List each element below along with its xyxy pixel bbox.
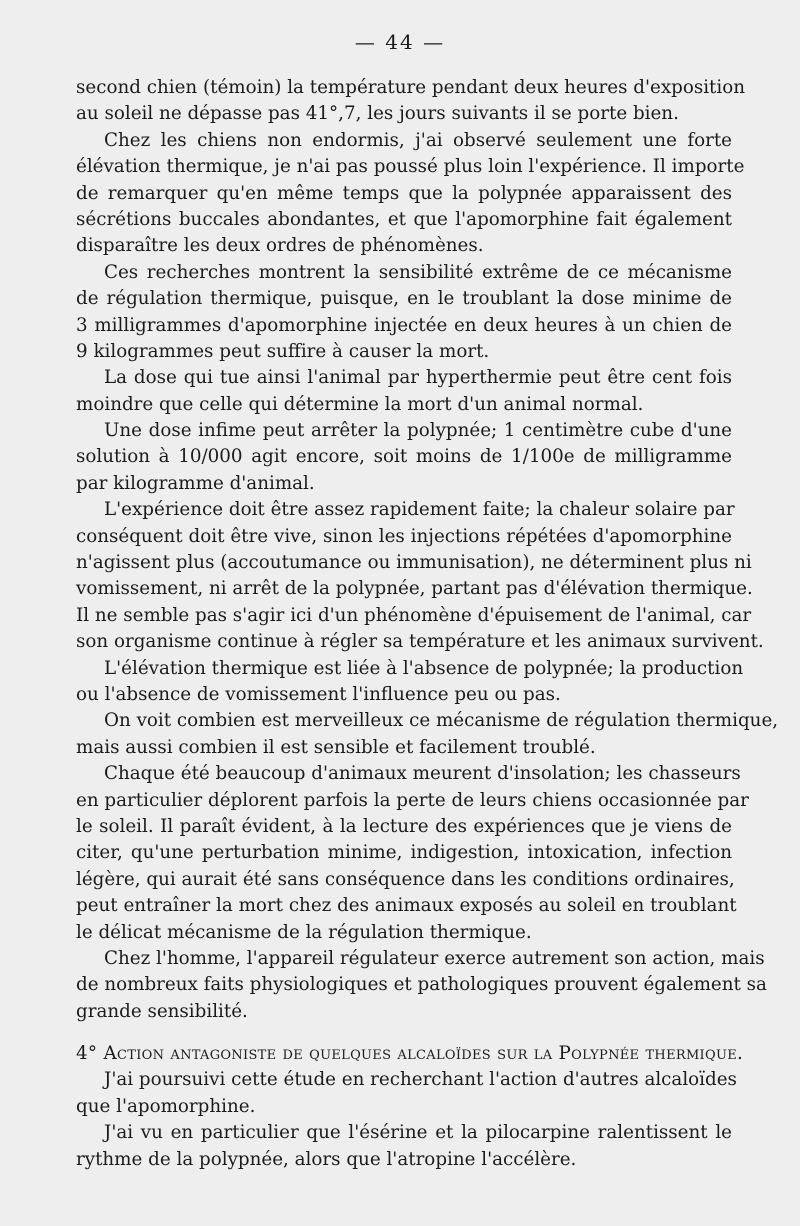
text-line: que l'apomorphine. [76, 1095, 256, 1117]
section-heading: 4° Action antagoniste de quelques alcaloïdes sur la Polypnée thermique. [76, 1043, 744, 1065]
text-line: mais aussi combien il est sensible et facilement troublé. [76, 736, 596, 758]
text-line: rythme de la polypnée, alors que l'atropine l'accélère. [76, 1148, 577, 1170]
paragraph [76, 497, 764, 655]
text-line: 3 milligrammes d'apomorphine injectée en deux heures à un chien de [76, 314, 732, 336]
text-line: conséquent doit être vive, sinon les injections répétées d'apomorphine [76, 525, 732, 547]
text-line: sécrétions buccales abondantes, et que l'apomorphine fait également [76, 208, 732, 230]
text-line: disparaître les deux ordres de phénomènes. [76, 235, 484, 257]
text-line: L'expérience doit être assez rapidement faite; la chaleur solaire par [104, 499, 735, 521]
paragraph [76, 1067, 737, 1120]
text-line: de régulation thermique, puisque, en le troublant la dose minime de [76, 288, 732, 310]
text-line: son organisme continue à régler sa température et les animaux survivent. [76, 631, 764, 653]
text-line: Chez les chiens non endormis, j'ai observé seulement une forte [104, 129, 732, 151]
text-line: Ces recherches montrent la sensibilité extrême de ce mécanisme [104, 261, 732, 283]
text-line: Chez l'homme, l'appareil régulateur exerce autrement son action, mais [104, 947, 765, 969]
text-line: n'agissent plus (accoutumance ou immunisation), ne déterminent plus ni [76, 552, 752, 574]
text-line: peut entraîner la mort chez des animaux exposés au soleil en troublant [76, 895, 737, 917]
text-line: le délicat mécanisme de la régulation thermique. [76, 921, 532, 943]
text-line: J'ai vu en particulier que l'ésérine et la pilocarpine ralentissent le [104, 1122, 732, 1144]
text-line: grande sensibilité. [76, 1000, 248, 1022]
paragraph [76, 656, 744, 709]
text-line: en particulier déplorent parfois la perte de leurs chiens occasionnée par [76, 789, 749, 811]
text-line: élévation thermique, je n'ai pas poussé plus loin l'expérience. Il importe [76, 156, 745, 178]
text-line: J'ai poursuivi cette étude en recherchant l'action d'autres alcaloïdes [104, 1069, 737, 1091]
text-line: L'élévation thermique est liée à l'absence de polypnée; la production [104, 657, 744, 679]
text-line: Chaque été beaucoup d'animaux meurent d'insolation; les chasseurs [104, 763, 741, 785]
text-line: La dose qui tue ainsi l'animal par hyperthermie peut être cent fois [104, 367, 732, 389]
text-line: Il ne semble pas s'agir ici d'un phénomène d'épuisement de l'animal, car [76, 604, 752, 626]
paragraph [76, 75, 746, 128]
paragraph [76, 946, 767, 1025]
text-line: légère, qui aurait été sans conséquence dans les conditions ordinaires, [76, 868, 735, 890]
text-line: Une dose infime peut arrêter la polypnée; 1 centimètre cube d'une [104, 420, 732, 442]
paragraph [76, 260, 732, 366]
text-line: au soleil ne dépasse pas 41°,7, les jours suivants il se porte bien. [76, 103, 679, 125]
paragraph [76, 1120, 732, 1173]
text-line: vomissement, ni arrêt de la polypnée, partant pas d'élévation thermique. [76, 578, 753, 600]
paragraph [76, 128, 745, 260]
text-line: par kilogramme d'animal. [76, 472, 315, 494]
text-line: 9 kilogrammes peut suffire à causer la mort. [76, 340, 490, 362]
text-line: solution à 10/000 agit encore, soit moins de 1/100e de milligramme [76, 446, 732, 468]
paragraph [76, 708, 779, 761]
paragraph [76, 418, 732, 497]
text-line: On voit combien est merveilleux ce mécanisme de régulation thermique, [104, 710, 779, 732]
text-line: le soleil. Il paraît évident, à la lecture des expériences que je viens de [76, 815, 732, 837]
page-number: — 44 — [354, 30, 446, 54]
text-line: de remarquer qu'en même temps que la polypnée apparaissent des [76, 182, 732, 204]
text-line: citer, qu'une perturbation minime, indigestion, intoxication, infection [76, 842, 732, 864]
text-line: moindre que celle qui détermine la mort d'un animal normal. [76, 393, 644, 415]
text-line: second chien (témoin) la température pendant deux heures d'exposition [76, 77, 746, 98]
text-line: de nombreux faits physiologiques et pathologiques prouvent également sa [76, 974, 767, 996]
paragraph [76, 365, 732, 418]
text-line: ou l'absence de vomissement l'influence peu ou pas. [76, 683, 561, 705]
body-text [76, 75, 779, 1173]
paragraph [76, 761, 749, 946]
